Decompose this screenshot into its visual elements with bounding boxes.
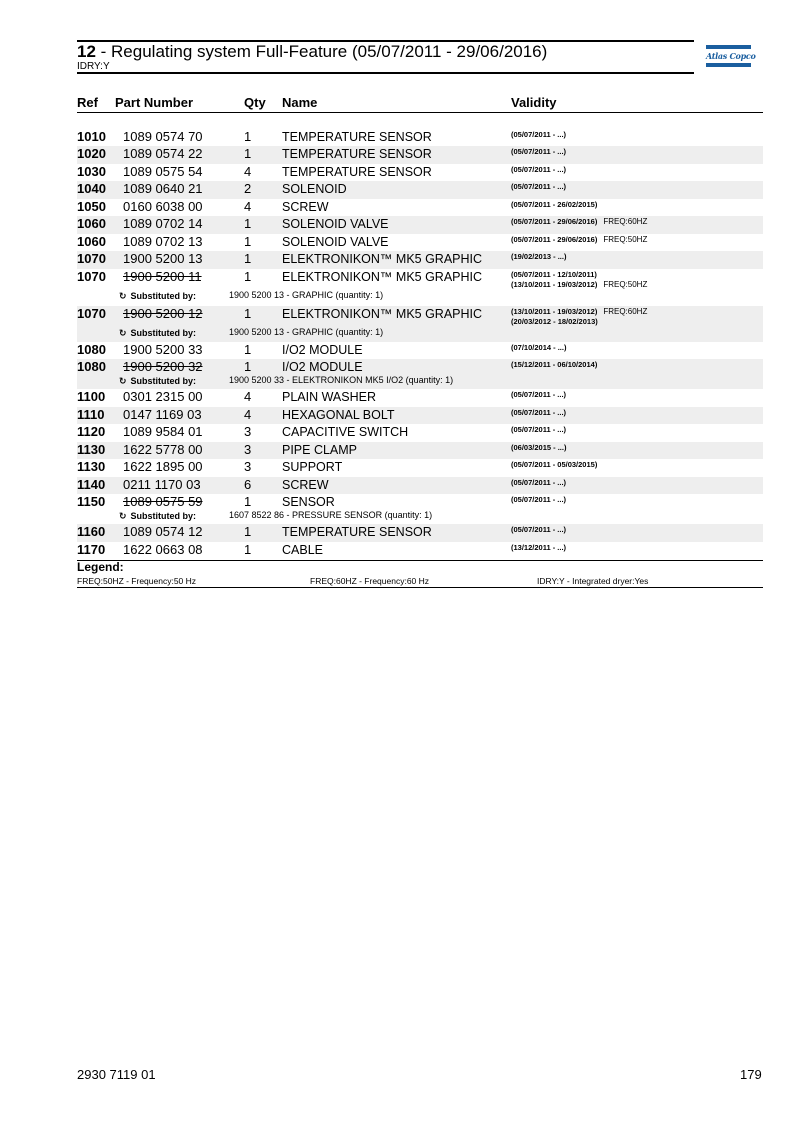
row-part-number: 1089 0575 54 [123,164,203,179]
validity-range: (05/07/2011 - 05/03/2015) [511,460,598,469]
validity-range: (05/07/2011 - ...) [511,425,567,434]
legend-item: FREQ:60HZ - Frequency:60 Hz [310,576,430,586]
table-row [77,129,763,146]
row-validity [511,343,566,353]
validity-range: (05/07/2011 - ...) [511,165,567,174]
row-validity [511,360,597,370]
substitute-icon: ↻ [119,328,127,338]
row-part-number: 1089 0702 14 [123,216,203,231]
validity-line [511,280,647,290]
validity-line [511,307,647,317]
row-validity [511,200,597,210]
page-title [77,42,547,62]
table-row [77,407,763,424]
row-qty: 1 [244,342,252,357]
validity-line [511,543,566,553]
row-ref: 1060 [77,234,106,249]
row-validity [511,543,566,553]
row-part-number: 1089 0640 21 [123,181,203,196]
table-row [77,424,763,442]
row-validity [511,460,597,470]
table-row [77,164,763,181]
table-row [77,199,763,216]
row-name: TEMPERATURE SENSOR [282,130,432,144]
row-name: SCREW [282,478,329,492]
doc-number: 2930 7119 01 [77,1067,156,1082]
validity-range: (05/07/2011 - ...) [511,390,567,399]
row-ref: 1060 [77,216,106,231]
validity-range: (05/07/2011 - ...) [511,495,567,504]
row-qty: 4 [244,389,252,404]
validity-range: (05/07/2011 - ...) [511,130,567,139]
table-row [77,216,763,234]
validity-line [511,390,566,400]
logo-text: Atlas Copco [706,51,756,61]
substitute-icon: ↻ [119,511,127,521]
row-ref: 1050 [77,199,106,214]
row-part-number: 1089 0574 12 [123,524,203,539]
row-qty: 3 [244,459,252,474]
validity-line [511,182,566,192]
substituted-label [119,291,196,302]
row-qty: 1 [244,306,252,321]
row-validity [511,495,566,505]
table-row [77,234,763,251]
validity-line [511,478,566,488]
validity-freq: FREQ:50HZ [603,280,648,289]
table-row [77,524,763,542]
validity-line [511,425,566,435]
row-qty: 1 [244,359,252,374]
page-number: 179 [740,1067,762,1082]
validity-range: (06/03/2015 - ...) [511,443,567,452]
col-header-part: Part Number [115,95,194,110]
validity-range: (15/12/2011 - 06/10/2014) [511,360,598,369]
row-qty: 4 [244,407,252,422]
row-name: I/O2 MODULE [282,360,363,374]
row-part-number: 1089 0702 13 [123,234,203,249]
row-ref: 1070 [77,269,106,284]
row-name: HEXAGONAL BOLT [282,408,395,422]
row-part-number: 1089 0574 70 [123,129,203,144]
table-row [77,251,763,269]
row-qty: 1 [244,234,252,249]
substituted-text: 1900 5200 33 - ELEKTRONIKON MK5 I/O2 (quantity: 1) [229,375,454,385]
substituted-label-text: Substituted by: [130,511,197,521]
row-ref: 1110 [77,407,105,422]
validity-line [511,165,566,175]
row-ref: 1160 [77,524,106,539]
validity-line [511,130,566,140]
row-ref: 1130 [77,442,106,457]
row-ref: 1070 [77,306,106,321]
validity-line [511,525,566,535]
row-part-number: 1900 5200 32 [123,359,203,374]
validity-range: (13/10/2011 - 19/03/2012) [511,307,598,316]
row-ref: 1020 [77,146,106,161]
row-qty: 1 [244,216,252,231]
row-qty: 1 [244,129,252,144]
substituted-text: 1900 5200 13 - GRAPHIC (quantity: 1) [229,327,384,337]
substituted-text: 1900 5200 13 - GRAPHIC (quantity: 1) [229,290,384,300]
row-part-number: 1622 0663 08 [123,542,203,557]
logo-bar-top [706,45,751,49]
section-title: - Regulating system Full-Feature (05/07/2011 - 29/06/2016) [95,42,548,61]
validity-line [511,270,647,280]
row-qty: 1 [244,269,252,284]
row-part-number: 0211 1170 03 [123,477,201,492]
row-name: TEMPERATURE SENSOR [282,147,432,161]
validity-range: (05/07/2011 - ...) [511,478,567,487]
validity-range: (13/12/2011 - ...) [511,543,567,552]
row-validity [511,182,566,192]
validity-range: (05/07/2011 - 29/06/2016) [511,235,598,244]
row-ref: 1030 [77,164,106,179]
row-validity [511,147,566,157]
validity-line [511,217,647,227]
validity-line [511,460,597,470]
row-name: SOLENOID VALVE [282,235,389,249]
row-qty: 4 [244,199,252,214]
row-ref: 1150 [77,494,106,509]
validity-line [511,408,566,418]
table-row [77,269,763,306]
validity-line [511,343,566,353]
header-rule [77,112,763,113]
row-qty: 1 [244,524,252,539]
header-bottom-rule [77,72,694,74]
row-qty: 1 [244,542,252,557]
col-header-name: Name [282,95,318,110]
legend-rule-bottom [77,587,763,588]
table-row [77,442,763,459]
table-row [77,389,763,407]
row-validity [511,408,566,418]
validity-line [511,147,566,157]
validity-line [511,252,566,262]
row-validity [511,235,647,245]
table-row [77,146,763,164]
col-header-ref: Ref [77,95,98,110]
substituted-label [119,376,196,387]
row-ref: 1140 [77,477,106,492]
substituted-label [119,328,196,339]
row-qty: 4 [244,164,252,179]
row-validity [511,478,566,488]
row-name: CABLE [282,543,323,557]
row-name: SENSOR [282,495,335,509]
table-row [77,542,763,559]
validity-freq: FREQ:60HZ [603,307,648,316]
section-number: 12 [77,42,96,61]
row-name: PLAIN WASHER [282,390,377,404]
validity-range: (05/07/2011 - 29/06/2016) [511,217,598,226]
validity-line [511,317,647,327]
row-validity [511,130,566,140]
row-validity [511,525,566,535]
row-part-number: 1089 9584 01 [123,424,203,439]
row-ref: 1130 [77,459,106,474]
row-part-number: 0160 6038 00 [123,199,203,214]
validity-freq: FREQ:50HZ [603,235,648,244]
table-row [77,359,763,389]
validity-range: (05/07/2011 - 26/02/2015) [511,200,598,209]
legend-item: IDRY:Y - Integrated dryer:Yes [537,576,649,586]
legend-title: Legend: [77,560,124,574]
validity-range: (13/10/2011 - 19/03/2012) [511,280,598,289]
row-ref: 1080 [77,342,106,357]
row-name: CAPACITIVE SWITCH [282,425,409,439]
row-ref: 1080 [77,359,106,374]
row-ref: 1070 [77,251,106,266]
substitute-icon: ↻ [119,291,127,301]
validity-line [511,443,566,453]
page-subtitle: IDRY:Y [77,61,110,72]
row-part-number: 1622 1895 00 [123,459,203,474]
row-name: ELEKTRONIKON™ MK5 GRAPHIC [282,307,483,321]
row-name: PIPE CLAMP [282,443,358,457]
row-validity [511,165,566,175]
row-part-number: 0301 2315 00 [123,389,203,404]
row-validity [511,270,647,290]
row-part-number: 0147 1169 03 [123,407,202,422]
row-part-number: 1900 5200 33 [123,342,203,357]
row-name: SOLENOID [282,182,347,196]
row-validity [511,425,566,435]
validity-freq: FREQ:60HZ [603,217,648,226]
row-ref: 1010 [77,129,106,144]
row-qty: 3 [244,424,252,439]
brand-logo [706,45,756,67]
row-qty: 2 [244,181,252,196]
table-row [77,459,763,477]
table-row [77,342,763,359]
validity-range: (05/07/2011 - ...) [511,182,567,191]
row-part-number: 1900 5200 13 [123,251,203,266]
validity-line [511,235,647,245]
row-name: TEMPERATURE SENSOR [282,165,432,179]
validity-line [511,360,597,370]
row-validity [511,443,566,453]
row-qty: 1 [244,146,252,161]
substitute-icon: ↻ [119,376,127,386]
validity-line [511,495,566,505]
row-part-number: 1900 5200 12 [123,306,203,321]
row-name: ELEKTRONIKON™ MK5 GRAPHIC [282,252,483,266]
logo-bar-bottom [706,63,751,67]
row-qty: 3 [244,442,252,457]
validity-line [511,200,597,210]
legend-rule-top [77,560,763,561]
substituted-label-text: Substituted by: [130,291,197,301]
validity-range: (05/07/2011 - 12/10/2011) [511,270,597,279]
row-ref: 1170 [77,542,106,557]
row-part-number: 1622 5778 00 [123,442,203,457]
row-part-number: 1089 0575 59 [123,494,203,509]
row-validity [511,390,566,400]
validity-range: (19/02/2013 - ...) [511,252,567,261]
row-name: I/O2 MODULE [282,343,363,357]
substituted-label [119,511,196,522]
row-ref: 1120 [77,424,106,439]
substituted-text: 1607 8522 86 - PRESSURE SENSOR (quantity: 1) [229,510,433,520]
validity-range: (05/07/2011 - ...) [511,147,567,156]
row-ref: 1040 [77,181,106,196]
row-qty: 1 [244,494,252,509]
table-row [77,477,763,494]
col-header-validity: Validity [511,95,557,110]
substituted-label-text: Substituted by: [130,328,197,338]
substituted-label-text: Substituted by: [130,376,197,386]
table-row [77,306,763,342]
row-name: ELEKTRONIKON™ MK5 GRAPHIC [282,270,483,284]
validity-range: (05/07/2011 - ...) [511,408,567,417]
validity-range: (07/10/2014 - ...) [511,343,567,352]
validity-range: (05/07/2011 - ...) [511,525,567,534]
row-name: SUPPORT [282,460,343,474]
table-row [77,494,763,524]
row-validity [511,252,566,262]
table-row [77,181,763,199]
row-name: SCREW [282,200,329,214]
row-part-number: 1900 5200 11 [123,269,202,284]
validity-range: (20/03/2012 - 18/02/2013) [511,317,598,326]
row-qty: 6 [244,477,252,492]
row-name: SOLENOID VALVE [282,217,389,231]
col-header-qty: Qty [244,95,266,110]
row-validity [511,217,647,227]
row-ref: 1100 [77,389,106,404]
row-part-number: 1089 0574 22 [123,146,203,161]
legend-item: FREQ:50HZ - Frequency:50 Hz [77,576,197,586]
row-name: TEMPERATURE SENSOR [282,525,432,539]
row-validity [511,307,647,327]
row-qty: 1 [244,251,252,266]
